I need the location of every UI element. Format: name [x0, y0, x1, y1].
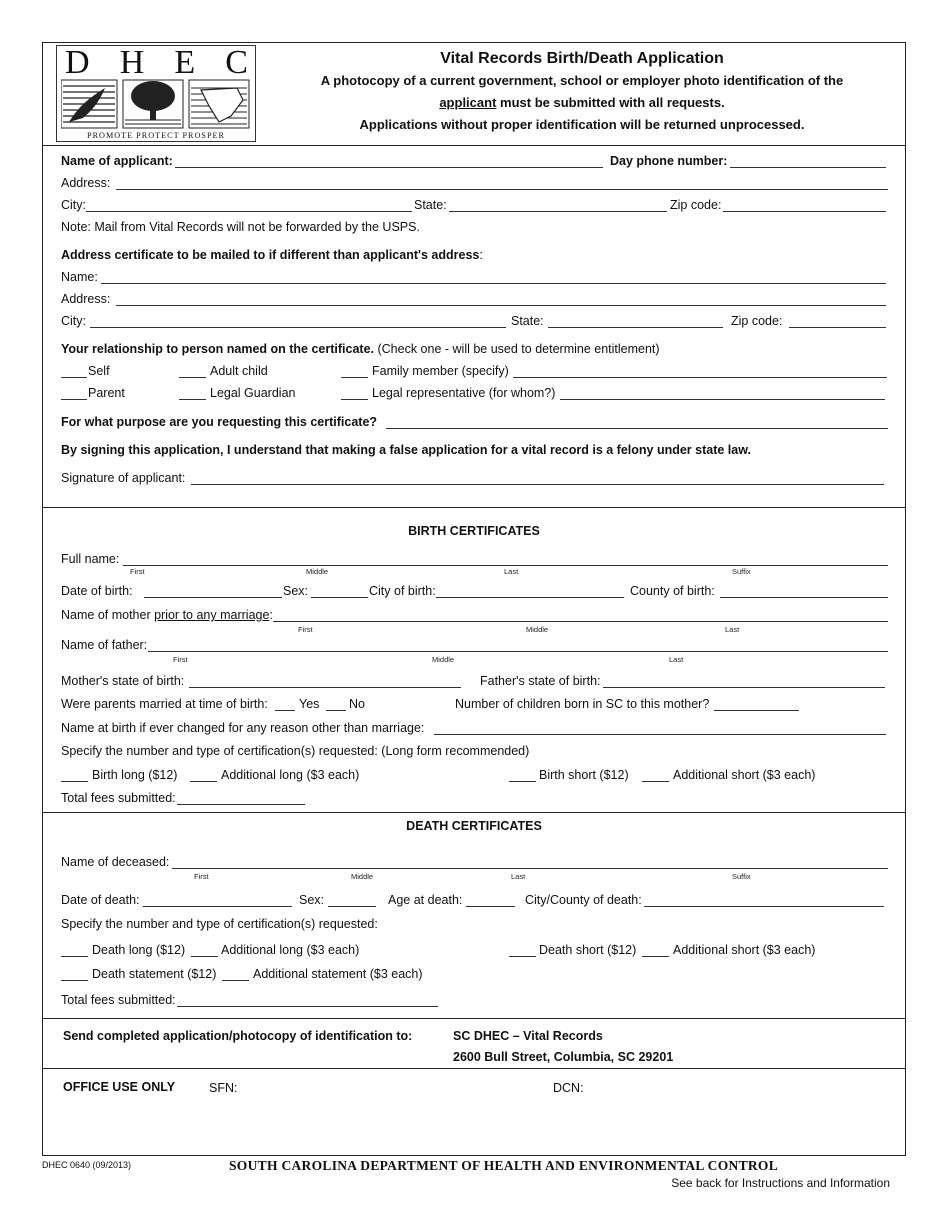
- city-county-death-field[interactable]: [644, 906, 884, 907]
- applicant-city-label: City:: [61, 198, 86, 212]
- city-of-birth-field[interactable]: [436, 597, 624, 598]
- death-additional-short-blank[interactable]: [642, 956, 669, 957]
- send-address: 2600 Bull Street, Columbia, SC 29201: [453, 1050, 674, 1064]
- birth-short-blank[interactable]: [509, 781, 536, 782]
- father-name-field[interactable]: [148, 651, 888, 652]
- check-legal-representative[interactable]: [341, 399, 368, 400]
- mail-forward-note: Note: Mail from Vital Records will not be forwarded by the USPS.: [61, 220, 420, 234]
- city-of-birth-label: City of birth:: [369, 584, 436, 598]
- mailing-city-label: City:: [61, 314, 86, 328]
- mailing-heading-text: Address certificate to be mailed to if different than applicant's address: [61, 248, 480, 262]
- birth-name-suffix: Suffix: [732, 567, 751, 576]
- death-short-option: Death short ($12): [539, 943, 637, 957]
- mailing-address-field[interactable]: [116, 305, 886, 306]
- logo-letter: H: [119, 44, 146, 81]
- applicant-address-field[interactable]: [116, 189, 888, 190]
- applicant-zip-field[interactable]: [723, 211, 886, 212]
- mother-state-label: Mother's state of birth:: [61, 674, 185, 688]
- death-long-option: Death long ($12): [92, 943, 186, 957]
- applicant-name-field[interactable]: [175, 167, 603, 168]
- married-no-blank[interactable]: [326, 710, 346, 711]
- mailing-name-label: Name:: [61, 270, 98, 284]
- logo-letter: C: [225, 44, 249, 81]
- age-at-death-field[interactable]: [466, 906, 515, 907]
- check-adult-child[interactable]: [179, 377, 206, 378]
- father-state-field[interactable]: [603, 687, 885, 688]
- mother-name-middle: Middle: [526, 625, 549, 634]
- death-heading: DEATH CERTIFICATES: [406, 819, 542, 833]
- death-total-fees-field[interactable]: [177, 1006, 438, 1007]
- dcn-label: DCN:: [553, 1081, 584, 1095]
- mailing-heading: [61, 248, 483, 262]
- option-self: Self: [88, 364, 110, 378]
- option-legal-guardian: Legal Guardian: [210, 386, 296, 400]
- deceased-name-label: Name of deceased:: [61, 855, 170, 869]
- mailing-state-label: State:: [511, 314, 544, 328]
- option-family-member: Family member (specify): [372, 364, 509, 378]
- divider-office: [42, 1068, 906, 1069]
- mother-prior-marriage: prior to any marriage: [154, 608, 270, 622]
- birth-additional-short-option: Additional short ($3 each): [673, 768, 816, 782]
- father-name-first: First: [173, 655, 188, 664]
- header-line-1: A photocopy of a current government, school or employer photo identification of the: [320, 73, 844, 88]
- signature-field[interactable]: [191, 484, 884, 485]
- deceased-name-middle: Middle: [351, 872, 374, 881]
- mailing-zip-field[interactable]: [789, 327, 886, 328]
- birth-short-option: Birth short ($12): [539, 768, 629, 782]
- deceased-name-last: Last: [511, 872, 526, 881]
- family-member-specify-field[interactable]: [513, 377, 887, 378]
- purpose-label: For what purpose are you requesting this certificate?: [61, 415, 378, 429]
- parents-married-label: Were parents married at time of birth:: [61, 697, 268, 711]
- death-additional-short-option: Additional short ($3 each): [673, 943, 816, 957]
- applicant-state-field[interactable]: [449, 211, 667, 212]
- divider-header: [42, 145, 906, 146]
- birth-total-fees-field[interactable]: [177, 804, 305, 805]
- sfn-label: SFN:: [209, 1081, 238, 1095]
- legal-representative-field[interactable]: [560, 399, 885, 400]
- father-state-label: Father's state of birth:: [480, 674, 601, 688]
- deceased-name-suffix: Suffix: [732, 872, 751, 881]
- signature-label: Signature of applicant:: [61, 471, 186, 485]
- mailing-heading-colon: :: [479, 248, 483, 262]
- mailing-name-field[interactable]: [101, 283, 886, 284]
- applicant-zip-label: Zip code:: [670, 198, 722, 212]
- mailing-address-label: Address:: [61, 292, 111, 306]
- married-yes-blank[interactable]: [275, 710, 295, 711]
- department-name: SOUTH CAROLINA DEPARTMENT OF HEALTH AND ENVIRONMENTAL CONTROL: [229, 1158, 779, 1173]
- birth-additional-long-option: Additional long ($3 each): [221, 768, 360, 782]
- birth-name-middle: Middle: [306, 567, 329, 576]
- name-changed-label: Name at birth if ever changed for any reason other than marriage:: [61, 721, 425, 735]
- father-name-middle: Middle: [432, 655, 455, 664]
- header-line-2-rest: must be submitted with all requests.: [496, 95, 725, 110]
- relationship-heading-rest: (Check one - will be used to determine entitlement): [374, 342, 660, 356]
- death-total-fees-label: Total fees submitted:: [61, 993, 176, 1007]
- death-short-blank[interactable]: [509, 956, 536, 957]
- form-title: Vital Records Birth/Death Application: [440, 50, 724, 67]
- deceased-name-first: First: [194, 872, 209, 881]
- birth-heading: BIRTH CERTIFICATES: [408, 524, 540, 538]
- logo-tagline: PROMOTE PROTECT PROSPER: [87, 131, 225, 140]
- additional-statement-blank[interactable]: [222, 980, 249, 981]
- send-label: Send completed application/photocopy of identification to:: [63, 1029, 413, 1043]
- birth-long-option: Birth long ($12): [92, 768, 178, 782]
- death-sex-label: Sex:: [299, 893, 325, 907]
- death-specify-label: Specify the number and type of certification(s) requested:: [61, 917, 378, 931]
- send-org: SC DHEC – Vital Records: [453, 1029, 603, 1043]
- day-phone-label: Day phone number:: [610, 154, 728, 168]
- header-line-2: [262, 95, 902, 110]
- divider-send: [42, 1018, 906, 1019]
- see-back-note: See back for Instructions and Information: [671, 1176, 890, 1190]
- header-line-3: Applications without proper identification will be returned unprocessed.: [359, 117, 805, 132]
- logo-letter: D: [65, 44, 91, 81]
- office-use-label: OFFICE USE ONLY: [63, 1080, 176, 1094]
- age-at-death-label: Age at death:: [388, 893, 463, 907]
- birth-name-last: Last: [504, 567, 519, 576]
- mother-name-label-text: Name of mother: [61, 608, 155, 622]
- married-yes: Yes: [299, 697, 320, 711]
- death-statement-option: Death statement ($12): [92, 967, 217, 981]
- form-id: DHEC 0640 (09/2013): [42, 1160, 132, 1170]
- birth-long-blank[interactable]: [61, 781, 88, 782]
- check-family-member[interactable]: [341, 377, 368, 378]
- mailing-zip-label: Zip code:: [731, 314, 783, 328]
- option-parent: Parent: [88, 386, 125, 400]
- logo-emblem-icon: [61, 78, 251, 130]
- day-phone-field[interactable]: [730, 167, 886, 168]
- birth-full-name-field[interactable]: [123, 565, 888, 566]
- option-legal-representative: Legal representative (for whom?): [372, 386, 556, 400]
- mailing-state-field[interactable]: [548, 327, 723, 328]
- birth-sex-field[interactable]: [311, 597, 368, 598]
- father-name-label: Name of father:: [61, 638, 148, 652]
- name-changed-field[interactable]: [434, 734, 886, 735]
- county-of-birth-field[interactable]: [720, 597, 888, 598]
- dob-field[interactable]: [144, 597, 282, 598]
- death-statement-blank[interactable]: [61, 980, 88, 981]
- county-of-birth-label: County of birth:: [630, 584, 715, 598]
- city-county-death-label: City/County of death:: [525, 893, 642, 907]
- birth-sex-label: Sex:: [283, 584, 309, 598]
- birth-total-fees-label: Total fees submitted:: [61, 791, 176, 805]
- logo-letters: [57, 44, 257, 82]
- mother-name-colon: :: [269, 608, 273, 622]
- mother-name-field[interactable]: [273, 621, 888, 622]
- birth-full-name-label: Full name:: [61, 552, 120, 566]
- children-count-field[interactable]: [714, 710, 799, 711]
- death-additional-long-option: Additional long ($3 each): [221, 943, 360, 957]
- applicant-name-label: Name of applicant:: [61, 154, 173, 168]
- relationship-heading-bold: Your relationship to person named on the certificate.: [61, 342, 375, 356]
- married-no: No: [349, 697, 365, 711]
- birth-specify-label: Specify the number and type of certification(s) requested: (Long form recommended): [61, 744, 530, 758]
- dob-label: Date of birth:: [61, 584, 133, 598]
- check-parent[interactable]: [61, 399, 87, 400]
- relationship-heading: [61, 342, 660, 356]
- applicant-city-field[interactable]: [86, 211, 412, 212]
- applicant-state-label: State:: [414, 198, 447, 212]
- option-adult-child: Adult child: [210, 364, 268, 378]
- additional-statement-option: Additional statement ($3 each): [253, 967, 423, 981]
- check-self[interactable]: [61, 377, 87, 378]
- mother-state-field[interactable]: [189, 687, 461, 688]
- deceased-name-field[interactable]: [172, 868, 888, 869]
- birth-additional-long-blank[interactable]: [190, 781, 217, 782]
- birth-name-first: First: [130, 567, 145, 576]
- father-name-last: Last: [669, 655, 684, 664]
- mother-name-last: Last: [725, 625, 740, 634]
- logo-letter: E: [174, 44, 197, 81]
- dhec-logo: [56, 45, 256, 142]
- form-frame: [42, 42, 906, 1156]
- check-legal-guardian[interactable]: [179, 399, 206, 400]
- dod-field[interactable]: [143, 906, 292, 907]
- divider-birth: [42, 507, 906, 508]
- mailing-city-field[interactable]: [90, 327, 506, 328]
- death-long-blank[interactable]: [61, 956, 88, 957]
- purpose-field[interactable]: [386, 428, 888, 429]
- death-sex-field[interactable]: [328, 906, 376, 907]
- felony-statement: By signing this application, I understand that making a false application for a vital record is a felony under state law.: [61, 443, 751, 457]
- mother-name-first: First: [298, 625, 313, 634]
- death-additional-long-blank[interactable]: [191, 956, 218, 957]
- birth-additional-short-blank[interactable]: [642, 781, 669, 782]
- mother-name-label: [61, 608, 273, 622]
- dod-label: Date of death:: [61, 893, 140, 907]
- children-count-label: Number of children born in SC to this mother?: [455, 697, 710, 711]
- applicant-underlined: applicant: [439, 95, 497, 110]
- divider-death: [42, 812, 906, 813]
- applicant-address-label: Address:: [61, 176, 111, 190]
